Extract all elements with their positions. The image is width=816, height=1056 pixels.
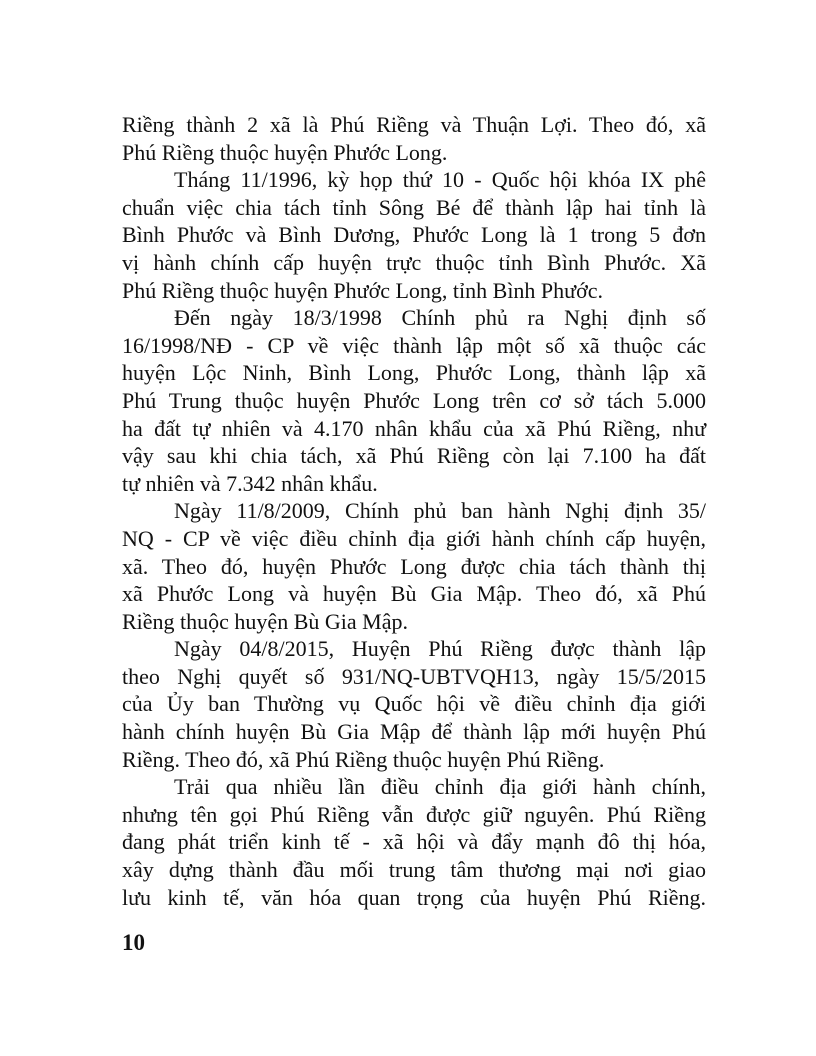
text-line: xây dựng thành đầu mối trung tâm thương mại nơi giao [122,857,706,883]
text-line: theo Nghị quyết số 931/NQ-UBTVQH13, ngày 15/5/2015 [122,663,706,689]
text-line: vị hành chính cấp huyện trực thuộc tỉnh Bình Phước. Xã [122,249,706,275]
paragraph [122,166,706,304]
text-line: 16/1998/NĐ - CP về việc thành lập một số xã thuộc các [122,332,706,358]
text-line: lưu kinh tế, văn hóa quan trọng của huyện Phú Riềng. [122,884,706,910]
text-line: hành chính huyện Bù Gia Mập để thành lập mới huyện Phú [122,719,706,745]
text-line: Phú Riềng thuộc huyện Phước Long. [122,139,448,165]
text-line: nhưng tên gọi Phú Riềng vẫn được giữ nguyên. Phú Riềng [122,801,706,827]
text-line: Riềng thành 2 xã là Phú Riềng và Thuận Lợi. Theo đó, xã [122,112,706,137]
text-line: huyện Lộc Ninh, Bình Long, Phước Long, thành lập xã [122,360,706,386]
text-line: vậy sau khi chia tách, xã Phú Riềng còn lại 7.100 ha đất [122,443,706,469]
text-line: tự nhiên và 7.342 nhân khẩu. [122,470,378,496]
text-line: chuẩn việc chia tách tỉnh Sông Bé để thành lập hai tỉnh là [122,194,706,220]
paragraph [122,773,706,911]
text-line: đang phát triển kinh tế - xã hội và đẩy mạnh đô thị hóa, [122,829,706,855]
text-line: Đến ngày 18/3/1998 Chính phủ ra Nghị định số [174,305,706,331]
text-line: Tháng 11/1996, kỳ họp thứ 10 - Quốc hội khóa IX phê [174,167,706,193]
text-line: Riềng. Theo đó, xã Phú Riềng thuộc huyện Phú Riềng. [122,746,605,772]
text-line: Trải qua nhiều lần điều chỉnh địa giới hành chính, [174,774,706,800]
text-line: NQ - CP về việc điều chỉnh địa giới hành chính cấp huyện, [122,525,706,551]
paragraph [122,635,706,773]
text-line: xã Phước Long và huyện Bù Gia Mập. Theo đó, xã Phú [122,581,706,607]
paragraph [122,304,706,497]
text-line: Ngày 04/8/2015, Huyện Phú Riềng được thành lập [174,636,706,662]
paragraph [122,111,706,166]
text-line: xã. Theo đó, huyện Phước Long được chia tách thành thị [122,553,706,579]
paragraph [122,497,706,635]
text-line: Phú Trung thuộc huyện Phước Long trên cơ sở tách 5.000 [122,387,706,413]
page-number: 10 [122,930,145,955]
text-line: ha đất tự nhiên và 4.170 nhân khẩu của xã Phú Riềng, như [122,415,706,441]
text-line: Phú Riềng thuộc huyện Phước Long, tỉnh Bình Phước. [122,277,603,303]
text-line: của Ủy ban Thường vụ Quốc hội về điều chỉnh địa giới [122,691,706,717]
page-body-text [122,111,706,911]
text-line: Bình Phước và Bình Dương, Phước Long là 1 trong 5 đơn [122,222,706,248]
text-line: Ngày 11/8/2009, Chính phủ ban hành Nghị định 35/ [174,498,706,524]
text-line: Riềng thuộc huyện Bù Gia Mập. [122,608,408,634]
